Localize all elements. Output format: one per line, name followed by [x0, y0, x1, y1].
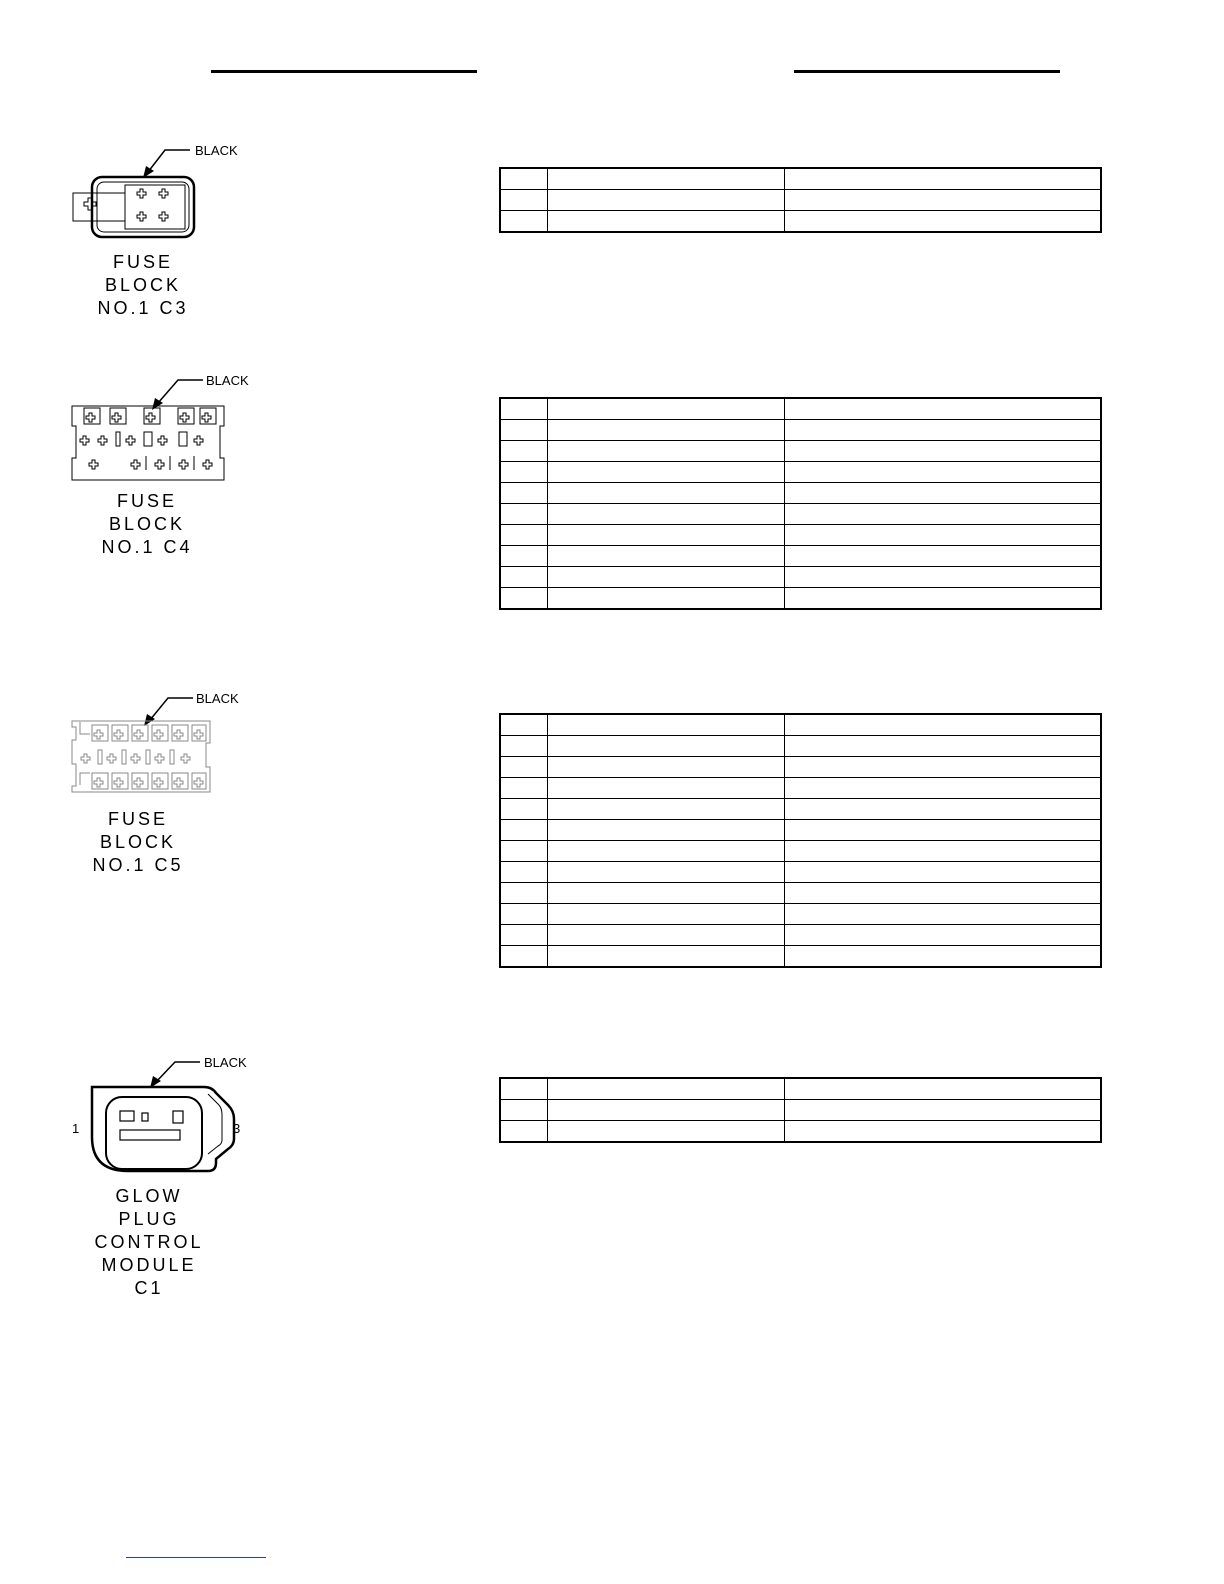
table-row: [500, 925, 1101, 946]
label-line: MODULE: [101, 1255, 197, 1275]
connector-glow-plug-control-module-c1: [60, 1050, 260, 1180]
label-line: NO.1 C5: [92, 855, 184, 875]
table-row: [500, 714, 1101, 736]
table-row: [500, 946, 1101, 968]
table-row: [500, 1078, 1101, 1100]
connector-fuse-block-c4: [60, 370, 260, 485]
pin-number-right: 3: [233, 1121, 241, 1136]
header-rule-left: [211, 70, 477, 73]
table-row: [500, 483, 1101, 504]
connector-gpcm-color: BLACK: [204, 1055, 247, 1070]
label-line: BLOCK: [108, 514, 186, 534]
table-row: [500, 736, 1101, 757]
connector-c5-label: [78, 808, 198, 877]
table-row: [500, 420, 1101, 441]
table-row: [500, 757, 1101, 778]
table-row: [500, 168, 1101, 190]
connector-c5-color: BLACK: [196, 691, 239, 706]
table-row: [500, 567, 1101, 588]
connector-fuse-block-c3: [60, 140, 250, 250]
connector-c3-color: BLACK: [195, 143, 238, 158]
connector-c4-color: BLACK: [206, 373, 249, 388]
table-row: [500, 862, 1101, 883]
label-line: NO.1 C3: [97, 298, 189, 318]
label-line: CONTROL: [94, 1232, 204, 1252]
table-row: [500, 462, 1101, 483]
connector-fuse-block-c5: [60, 688, 250, 803]
table-row: [500, 441, 1101, 462]
label-line: FUSE: [107, 809, 168, 829]
pin-table-gpcm: [499, 1077, 1102, 1143]
connector-c3-label: [83, 251, 203, 320]
pin-number-left: 1: [72, 1121, 80, 1136]
table-row: [500, 778, 1101, 799]
connector-c4-label: [87, 490, 207, 559]
label-line: FUSE: [116, 491, 177, 511]
table-row: [500, 904, 1101, 925]
table-row: [500, 525, 1101, 546]
header-rule-right: [794, 70, 1060, 73]
table-row: [500, 398, 1101, 420]
pin-table-c4: [499, 397, 1102, 610]
table-row: [500, 211, 1101, 233]
label-line: GLOW: [115, 1186, 183, 1206]
table-row: [500, 841, 1101, 862]
label-line: BLOCK: [104, 275, 182, 295]
label-line: C1: [134, 1278, 164, 1298]
table-row: [500, 190, 1101, 211]
footer-link[interactable]: [126, 1557, 266, 1558]
pin-table-c5: [499, 713, 1102, 968]
table-row: [500, 546, 1101, 567]
pin-table-c3: [499, 167, 1102, 233]
label-line: NO.1 C4: [101, 537, 193, 557]
table-row: [500, 883, 1101, 904]
table-row: [500, 504, 1101, 525]
table-row: [500, 799, 1101, 820]
label-line: PLUG: [118, 1209, 180, 1229]
label-line: BLOCK: [99, 832, 177, 852]
table-row: [500, 588, 1101, 610]
table-row: [500, 1100, 1101, 1121]
label-line: FUSE: [112, 252, 173, 272]
table-row: [500, 820, 1101, 841]
connector-gpcm-label: [89, 1185, 209, 1300]
table-row: [500, 1121, 1101, 1143]
